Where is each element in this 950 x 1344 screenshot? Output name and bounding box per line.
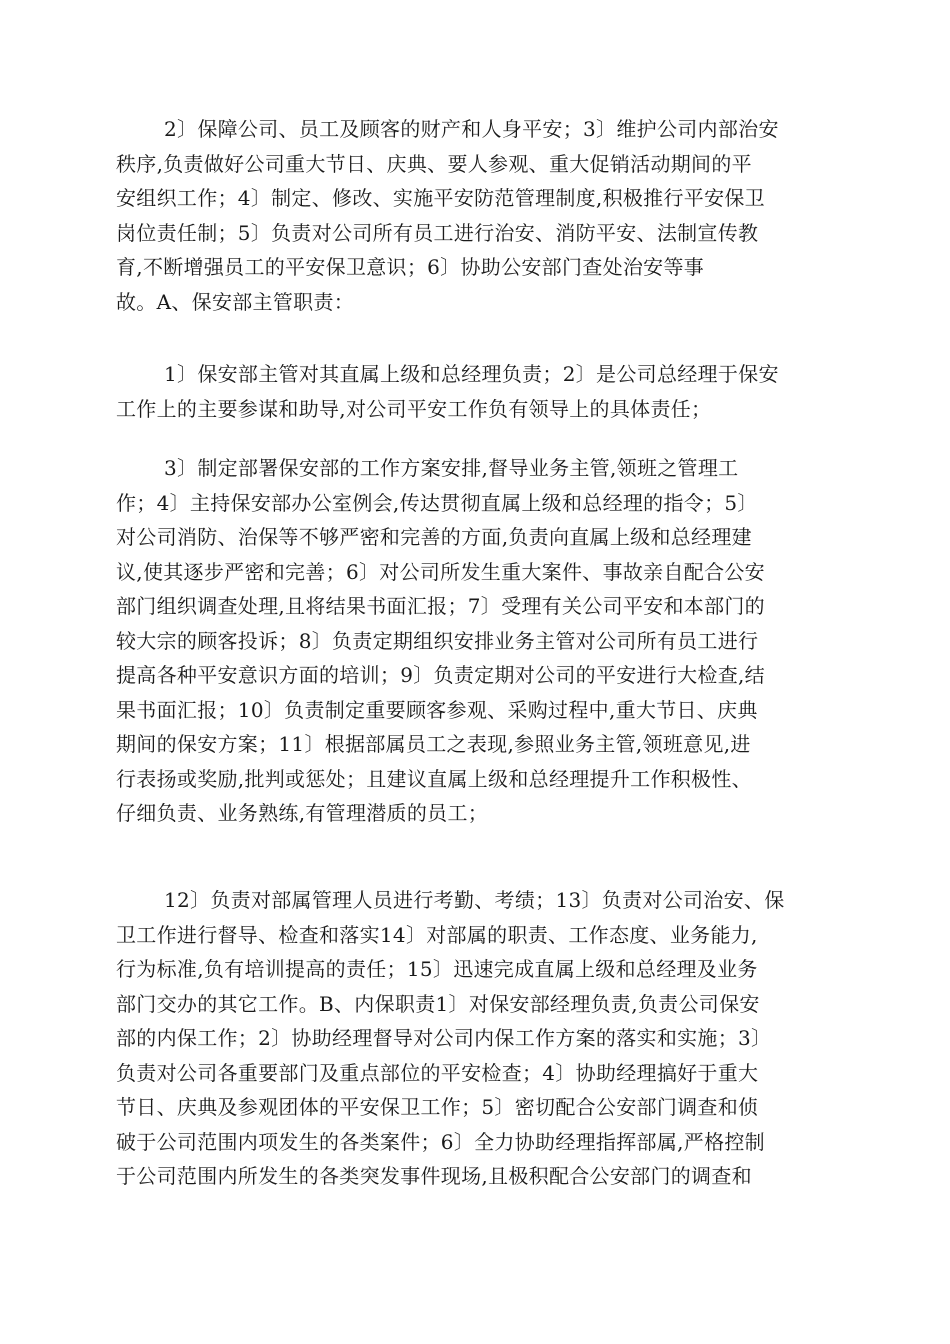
- text-line: 提高各种平安意识方面的培训；9〕负责定期对公司的平安进行大检查,结: [116, 663, 765, 687]
- text-line: 对公司消防、治保等不够严密和完善的方面,负责向直属上级和总经理建: [116, 525, 752, 549]
- text-line: 3〕制定部署保安部的工作方案安排,督导业务主管,领班之管理工: [164, 456, 739, 480]
- text-line: 节日、庆典及参观团体的平安保卫工作；5〕密切配合公安部门调查和侦: [116, 1095, 759, 1119]
- text-line: 秩序,负责做好公司重大节日、庆典、要人参观、重大促销活动期间的平: [116, 151, 752, 176]
- paragraph-4: [116, 883, 836, 1194]
- text-line: 岗位责任制；5〕负责对公司所有员工进行治安、消防平安、法制宣传教: [116, 220, 759, 245]
- text-line: 故。A、保安部主管职责：: [116, 289, 355, 314]
- paragraph-1: [116, 112, 836, 319]
- text-line: 议,使其逐步严密和完善；6〕对公司所发生重大案件、事故亲自配合公安: [116, 559, 765, 584]
- text-line: 1〕保安部主管对其直属上级和总经理负责；2〕是公司总经理于保安: [164, 362, 779, 386]
- text-line: 卫工作进行督导、检查和落实14〕对部属的职责、工作态度、业务能力,: [116, 922, 758, 947]
- text-line: 较大宗的顾客投诉；8〕负责定期组织安排业务主管对公司所有员工进行: [116, 628, 759, 653]
- text-line: 作；4〕主持保安部办公室例会,传达贯彻直属上级和总经理的指令；5〕: [116, 490, 758, 515]
- text-line: 破于公司范围内项发生的各类案件；6〕全力协助经理指挥部属,严格控制: [116, 1129, 765, 1154]
- text-line: 工作上的主要参谋和助导,对公司平安工作负有领导上的具体责任；: [116, 396, 712, 421]
- text-line: 于公司范围内所发生的各类突发事件现场,且极积配合公安部门的调查和: [116, 1164, 752, 1188]
- text-line: 仔细负责、业务熟练,有管理潜质的员工；: [116, 801, 489, 825]
- paragraph-3: [116, 451, 836, 831]
- text-line: 行为标准,负有培训提高的责任；15〕迅速完成直属上级和总经理及业务: [116, 957, 758, 981]
- text-line: 部门交办的其它工作。B、内保职责1〕对保安部经理负责,负责公司保安: [116, 991, 760, 1016]
- text-line: 育,不断增强员工的平安保卫意识；6〕协助公安部门查处治安等事: [116, 255, 705, 279]
- text-line: 部门组织调查处理,且将结果书面汇报；7〕受理有关公司平安和本部门的: [116, 594, 765, 618]
- text-line: 行表扬或奖励,批判或惩处；且建议直属上级和总经理提升工作积极性、: [116, 766, 752, 791]
- text-line: 负责对公司各重要部门及重点部位的平安检查；4〕协助经理搞好于重大: [116, 1060, 759, 1085]
- text-line: 期间的保安方案；11〕根据部属员工之表现,参照业务主管,领班意见,进: [116, 732, 751, 756]
- text-line: 12〕负责对部属管理人员进行考勤、考绩；13〕负责对公司治安、保: [164, 888, 785, 912]
- text-line: 2〕保障公司、员工及顾客的财产和人身平安；3〕维护公司内部治安: [164, 117, 779, 141]
- text-line: 果书面汇报；10〕负责制定重要顾客参观、采购过程中,重大节日、庆典: [116, 697, 758, 722]
- text-line: 安组织工作；4〕制定、修改、实施平安防范管理制度,积极推行平安保卫: [116, 186, 765, 210]
- text-line: 部的内保工作；2〕协助经理督导对公司内保工作方案的落实和实施；3〕: [116, 1026, 772, 1050]
- paragraph-2: [116, 357, 836, 426]
